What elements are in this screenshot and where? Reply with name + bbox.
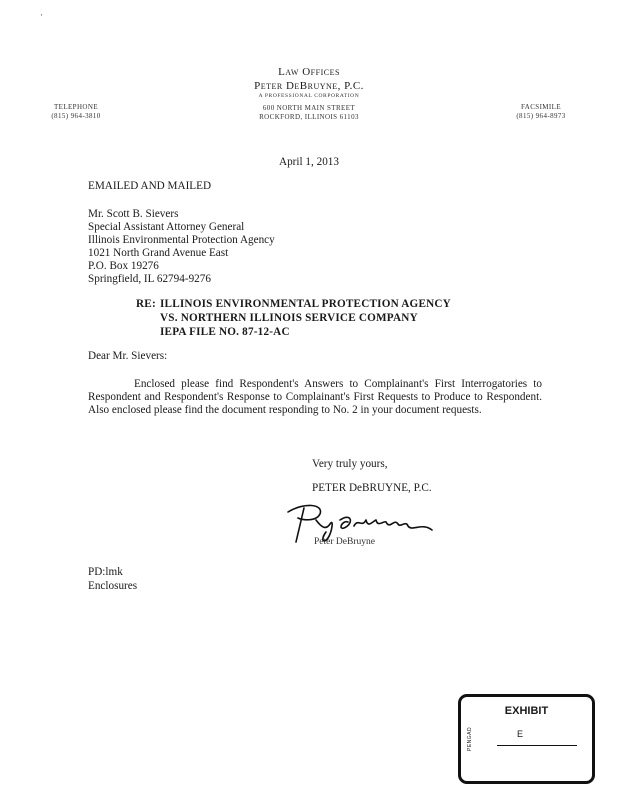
re-line1: ILLINOIS ENVIRONMENTAL PROTECTION AGENCY bbox=[160, 298, 451, 310]
closing-firm: PETER DeBRUYNE, P.C. bbox=[312, 482, 432, 494]
recipient-city-state-zip: Springfield, IL 62794-9276 bbox=[88, 273, 211, 285]
exhibit-sticker bbox=[458, 694, 595, 784]
recipient-name: Mr. Scott B. Sievers bbox=[88, 208, 179, 220]
signatory-name: Peter DeBruyne bbox=[314, 537, 375, 547]
telephone-number: (815) 964-3810 bbox=[51, 112, 101, 120]
letterhead-title: Law Offices bbox=[278, 66, 340, 78]
recipient-po-box: P.O. Box 19276 bbox=[88, 260, 159, 272]
facsimile-label: FACSIMILE bbox=[520, 103, 562, 111]
recipient-address bbox=[88, 208, 275, 286]
typist-initials: PD:lmk bbox=[88, 566, 123, 578]
letter-date: April 1, 2013 bbox=[279, 156, 339, 168]
letterhead-corporation: A PROFESSIONAL CORPORATION bbox=[258, 93, 360, 99]
corner-mark: · bbox=[40, 10, 43, 20]
facsimile-block bbox=[508, 103, 574, 121]
exhibit-letter: E bbox=[517, 729, 524, 739]
closing: Very truly yours, bbox=[312, 458, 388, 470]
exhibit-line bbox=[497, 745, 577, 746]
exhibit-title: EXHIBIT bbox=[504, 705, 549, 717]
telephone-block bbox=[44, 103, 108, 121]
letterhead-address-line1: 600 NORTH MAIN STREET bbox=[262, 104, 356, 112]
letterhead-firm: Peter DeBruyne, P.C. bbox=[254, 80, 364, 92]
recipient-organization: Illinois Environmental Protection Agency bbox=[88, 234, 275, 246]
facsimile-number: (815) 964-8973 bbox=[516, 112, 566, 120]
recipient-street: 1021 North Grand Avenue East bbox=[88, 247, 229, 259]
re-label: RE: bbox=[136, 298, 156, 310]
re-line2: VS. NORTHERN ILLINOIS SERVICE COMPANY bbox=[160, 312, 418, 324]
re-line3: IEPA FILE NO. 87-12-AC bbox=[160, 326, 290, 338]
delivery-method: EMAILED AND MAILED bbox=[88, 180, 212, 192]
recipient-title: Special Assistant Attorney General bbox=[88, 221, 245, 233]
letterhead-address-line2: ROCKFORD, ILLINOIS 61103 bbox=[259, 113, 359, 121]
exhibit-tab-label: PENGAD bbox=[467, 726, 473, 751]
body-paragraph: Enclosed please find Respondent's Answers to Complainant's First Interrogatories to Respondent and Respondent's Response to Complainant's First Requests to Produce to Respondent. Also enclosed please find the document responding to No. 2 in your document requests. bbox=[88, 378, 542, 416]
enclosures-note: Enclosures bbox=[88, 580, 138, 592]
salutation: Dear Mr. Sievers: bbox=[88, 350, 168, 362]
telephone-label: TELEPHONE bbox=[53, 103, 99, 111]
